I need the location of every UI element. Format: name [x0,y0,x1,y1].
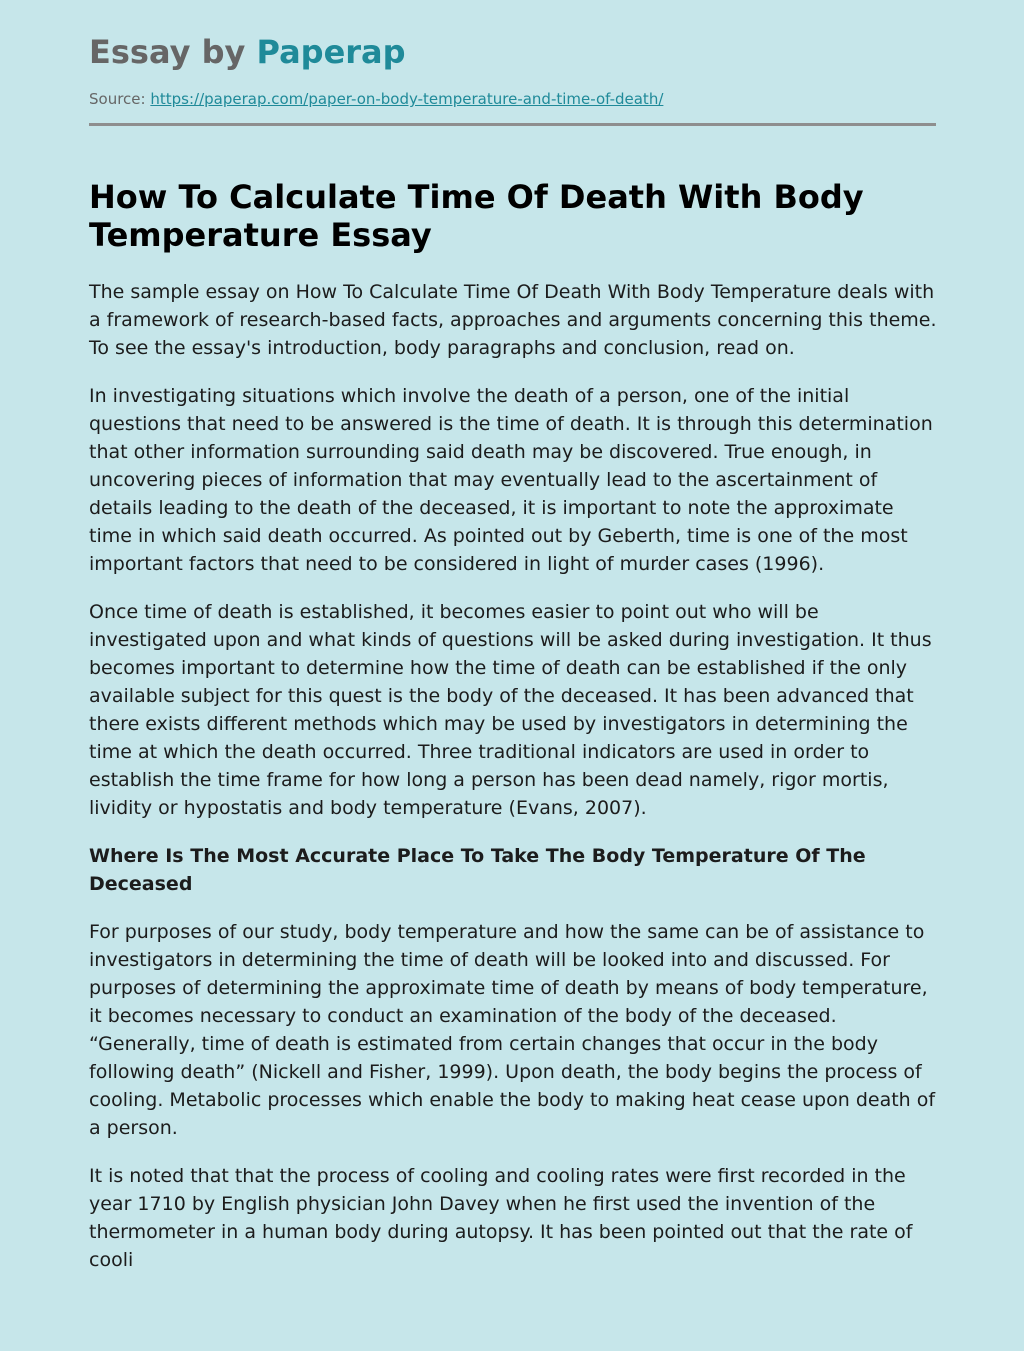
site-brand[interactable] [89,30,406,74]
paragraph: In investigating situations which involve the death of a person, one of the initial questions that need to be answered is the time of death. It is through this determination that other information surrounding said death may be discovered. True enough, in uncovering pieces of information that may eventually lead to the ascertainment of details leading to the death of the deceased, it is important to note the approximate time in which said death occurred. As pointed out by Geberth, time is one of the most important factors that need to be considered in light of murder cases (1996). [89,385,933,575]
source-label: Source: [89,90,146,108]
paragraph: For purposes of our study, body temperature and how the same can be of assistance to investigators in determining the time of death will be looked into and discussed. For purposes of determining the approximate time of death by means of body temperature, it becomes necessary to conduct an examination of the body of the deceased. “Generally, time of death is estimated from certain changes that occur in the body following death” (Nickell and Fisher, 1999). Upon death, the body begins the process of cooling. Metabolic processes which enable the body to making heat cease upon death of a person. [89,921,936,1139]
paragraph: It is noted that that the process of cooling and cooling rates were first recorded in the year 1710 by English physician John Davey when he first used the invention of the thermometer in a human body during autopsy. It has been pointed out that the rate of cooli [89,1165,913,1271]
source-line [89,89,663,109]
brand-name: Paperap [256,33,406,71]
section-heading: Where Is The Most Accurate Place To Take The Body Temperature Of The Deceased [89,845,866,895]
header-divider [89,123,936,126]
paragraph: Once time of death is established, it becomes easier to point out who will be investigated upon and what kinds of questions will be asked during investigation. It thus becomes important to determine how the time of death can be established if the only available subject for this quest is the body of the deceased. It has been advanced that there exists different methods which may be used by investigators in determining the time at which the death occurred. Three traditional indicators are used in order to establish the time frame for how long a person has been dead namely, rigor mortis, lividity or hypostatis and body temperature (Evans, 2007). [89,601,932,819]
brand-prefix: Essay by [89,33,257,71]
page-title: How To Calculate Time Of Death With Body Temperature Essay [89,178,864,254]
paragraph: The sample essay on How To Calculate Time Of Death With Body Temperature deals with a framework of research-based facts, approaches and arguments concerning this theme. To see the essay's introduction, body paragraphs and conclusion, read on. [89,281,937,359]
article-body [89,178,939,1294]
source-link[interactable]: https://paperap.com/paper-on-body-temperature-and-time-of-death/ [150,90,664,108]
